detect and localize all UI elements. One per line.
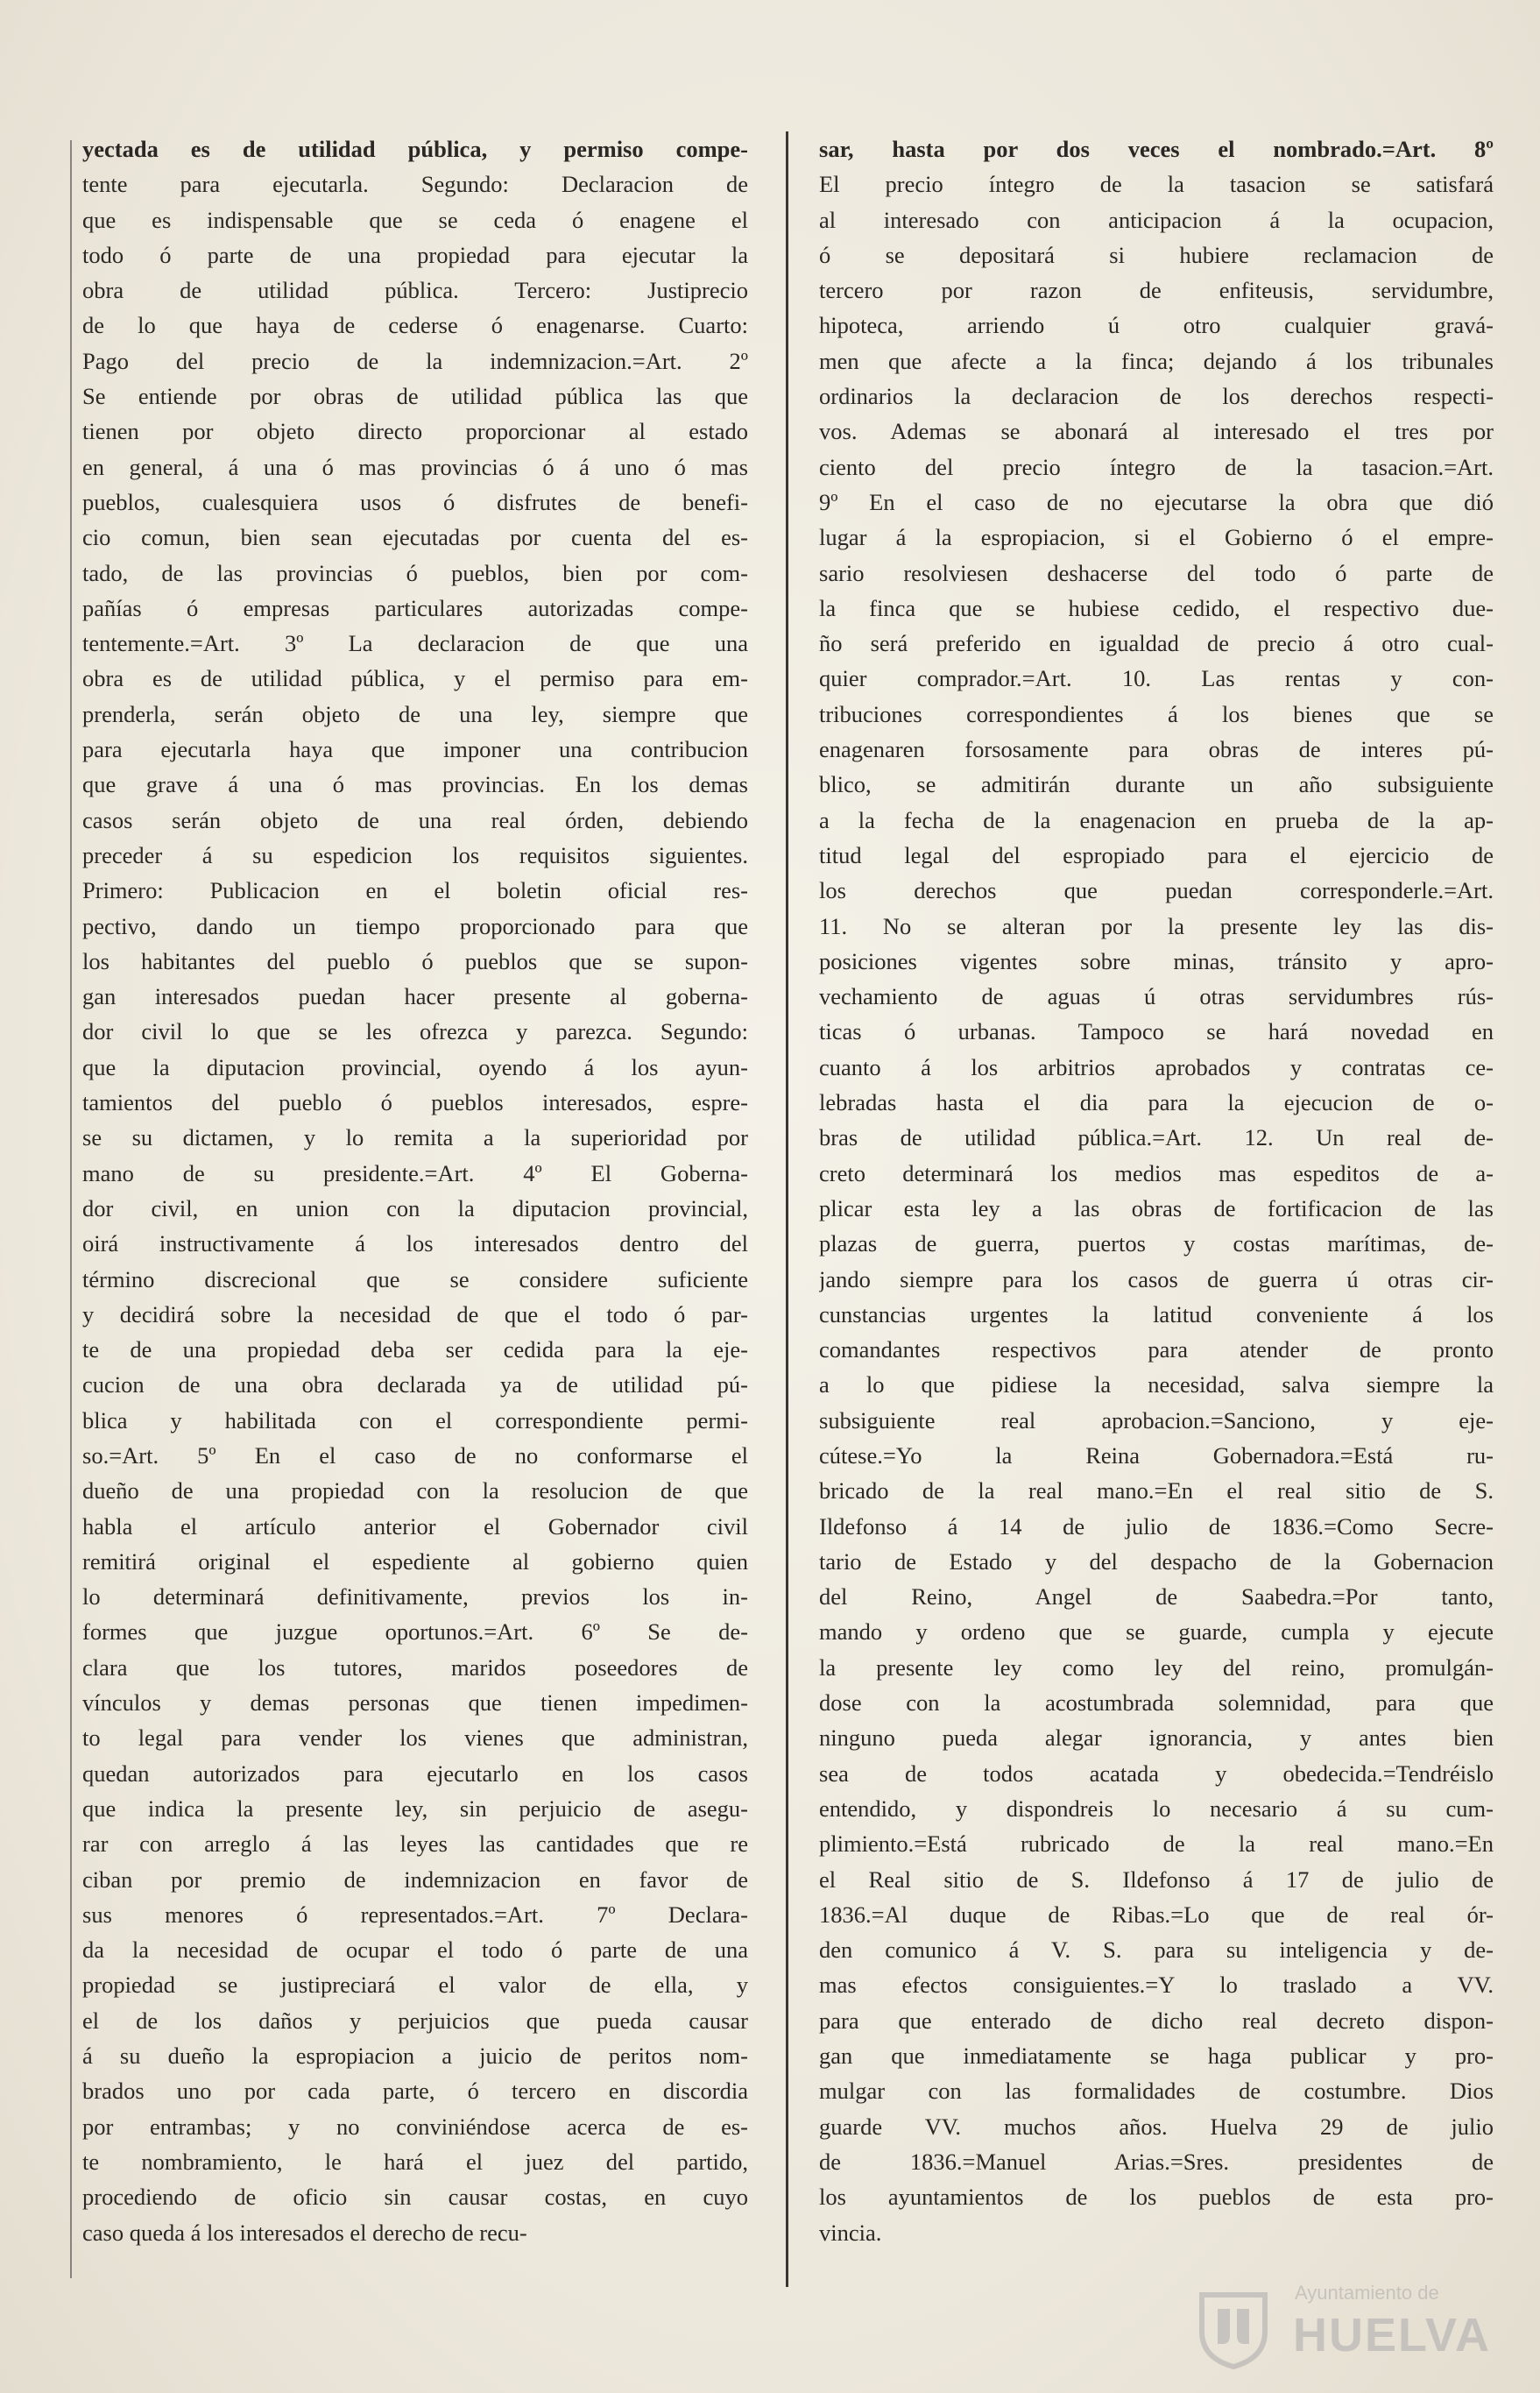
- text-line: preceder á su espedicion los requisitos siguientes.: [82, 841, 748, 868]
- text-line: en general, á una ó mas provincias ó á uno ó mas: [82, 453, 748, 480]
- text-line: tente para ejecutarla. Segundo: Declaracion de: [82, 171, 748, 198]
- text-line: blico, se admitirán durante un año subsiguiente: [819, 771, 1494, 798]
- text-line: que es indispensable que se ceda ó enagene el: [82, 206, 748, 233]
- text-line: de 1836.=Manuel Arias.=Sres. presidentes de: [819, 2148, 1494, 2175]
- text-line: y decidirá sobre la necesidad de que el todo ó par-: [82, 1300, 748, 1327]
- text-line: posiciones vigentes sobre minas, tránsito y apro-: [819, 947, 1494, 974]
- text-line: te de una propiedad deba ser cedida para la eje-: [82, 1336, 748, 1363]
- text-line: ó se depositará si hubiere reclamacion de: [819, 241, 1494, 268]
- text-line: te nombramiento, le hará el juez del partido,: [82, 2148, 748, 2175]
- text-line: vincia.: [819, 2219, 882, 2246]
- text-line: 11. No se alteran por la presente ley las dis-: [819, 912, 1494, 939]
- text-line: tribuciones correspondientes á los bienes que se: [819, 700, 1494, 727]
- text-line: El precio íntegro de la tasacion se satisfará: [819, 171, 1494, 198]
- text-line: el de los daños y perjuicios que pueda causar: [82, 2007, 748, 2034]
- text-line: creto determinará los medios mas espeditos de a-: [819, 1159, 1494, 1186]
- text-line: hipoteca, arriendo ú otro cualquier gravá-: [819, 312, 1494, 339]
- text-line: cunstancias urgentes la latitud conveniente á los: [819, 1300, 1494, 1327]
- text-line: ninguno pueda alegar ignorancia, y antes bien: [819, 1724, 1494, 1752]
- text-line: blica y habilitada con el correspondiente permi-: [82, 1406, 748, 1434]
- text-line: para ejecutarla haya que imponer una contribucion: [82, 736, 748, 763]
- text-line: tario de Estado y del despacho de la Gobernacion: [819, 1547, 1494, 1575]
- text-line: obra de utilidad pública. Tercero: Justiprecio: [82, 277, 748, 304]
- text-line: da la necesidad de ocupar el todo ó parte de una: [82, 1936, 748, 1964]
- text-line: den comunico á V. S. para su inteligencia y de-: [819, 1936, 1494, 1964]
- text-line: gan que inmediatamente se haga publicar y pro-: [819, 2043, 1494, 2070]
- text-line: que grave á una ó mas provincias. En los demas: [82, 771, 748, 798]
- text-line: habla el artículo anterior el Gobernador civil: [82, 1512, 748, 1540]
- text-line: mano de su presidente.=Art. 4º El Goberna-: [82, 1159, 748, 1186]
- text-line: obra es de utilidad pública, y el permiso para em-: [82, 665, 748, 692]
- text-line: Se entiende por obras de utilidad pública las que: [82, 383, 748, 410]
- text-line: brados uno por cada parte, ó tercero en discordia: [82, 2078, 748, 2105]
- text-line: quier comprador.=Art. 10. Las rentas y con-: [819, 665, 1494, 692]
- text-line: remitirá original el espediente al gobierno quien: [82, 1547, 748, 1575]
- text-line: dor civil lo que se les ofrezca y parezca. Segundo:: [82, 1018, 748, 1045]
- text-line: entendido, y dispondreis lo necesario á su cum-: [819, 1795, 1494, 1822]
- text-line: lugar á la espropiacion, si el Gobierno ó el empre-: [819, 524, 1494, 551]
- text-line: procediendo de oficio sin causar costas, en cuyo: [82, 2184, 748, 2211]
- text-line: los derechos que puedan corresponderle.=Art.: [819, 877, 1494, 904]
- text-line: cútese.=Yo la Reina Gobernadora.=Está ru-: [819, 1441, 1494, 1469]
- text-line: enagenaren forsosamente para obras de interes pú-: [819, 736, 1494, 763]
- text-line: subsiguiente real aprobacion.=Sanciono, y eje-: [819, 1406, 1494, 1434]
- text-line: oirá instructivamente á los interesados dentro del: [82, 1230, 748, 1257]
- text-line: prenderla, serán objeto de una ley, siempre que: [82, 700, 748, 727]
- text-line: que la diputacion provincial, oyendo á los ayun-: [82, 1053, 748, 1080]
- text-line: plazas de guerra, puertos y costas marítimas, de-: [819, 1230, 1494, 1257]
- text-line: Pago del precio de la indemnizacion.=Art. 2º: [82, 347, 748, 374]
- text-line: se su dictamen, y lo remita a la superioridad por: [82, 1124, 748, 1151]
- left-column: [82, 131, 748, 2250]
- text-line: todo ó parte de una propiedad para ejecutar la: [82, 241, 748, 268]
- text-line: que indica la presente ley, sin perjuicio de asegu-: [82, 1795, 748, 1822]
- text-line: tercero por razon de enfiteusis, servidumbre,: [819, 277, 1494, 304]
- text-line: 9º En el caso de no ejecutarse la obra que dió: [819, 488, 1494, 515]
- text-line: por entrambas; y no conviniéndose acerca de es-: [82, 2113, 748, 2140]
- watermark-city: HUELVA: [1293, 2309, 1491, 2361]
- text-line: lebradas hasta el dia para la ejecucion de o-: [819, 1089, 1494, 1116]
- text-line: vínculos y demas personas que tienen impedimen-: [82, 1689, 748, 1717]
- text-line: a la fecha de la enagenacion en prueba de la ap-: [819, 806, 1494, 833]
- text-line: guarde VV. muchos años. Huelva 29 de julio: [819, 2113, 1494, 2140]
- text-line: clara que los tutores, maridos poseedores de: [82, 1653, 748, 1681]
- text-line: los habitantes del pueblo ó pueblos que se supon-: [82, 947, 748, 974]
- text-line: pañías ó empresas particulares autorizadas compe-: [82, 594, 748, 621]
- text-line: tamientos del pueblo ó pueblos interesados, espre-: [82, 1089, 748, 1116]
- text-line: de lo que haya de cederse ó enagenarse. Cuarto:: [82, 312, 748, 339]
- text-line: gan interesados puedan hacer presente al goberna-: [82, 983, 748, 1010]
- text-line: sario resolviesen deshacerse del todo ó parte de: [819, 559, 1494, 586]
- text-line: ciento del precio íntegro de la tasacion.=Art.: [819, 453, 1494, 480]
- text-line: Ildefonso á 14 de julio de 1836.=Como Secre-: [819, 1512, 1494, 1540]
- text-line: vechamiento de aguas ú otras servidumbres rús-: [819, 983, 1494, 1010]
- text-line: 1836.=Al duque de Ribas.=Lo que de real ór-: [819, 1901, 1494, 1928]
- text-line: propiedad se justipreciará el valor de ella, y: [82, 1972, 748, 1999]
- text-line: tienen por objeto directo proporcionar al estado: [82, 418, 748, 445]
- text-line: bras de utilidad pública.=Art. 12. Un real de-: [819, 1124, 1494, 1151]
- text-line: quedan autorizados para ejecutarlo en los casos: [82, 1759, 748, 1787]
- text-line: la finca que se hubiese cedido, el respectivo due-: [819, 594, 1494, 621]
- text-line: cuanto á los arbitrios aprobados y contratas ce-: [819, 1053, 1494, 1080]
- text-line: men que afecte a la finca; dejando á los tribunales: [819, 347, 1494, 374]
- text-line: los ayuntamientos de los pueblos de esta pro-: [819, 2184, 1494, 2211]
- city-seal-icon: [1190, 2283, 1277, 2370]
- text-line: bricado de la real mano.=En el real sitio de S.: [819, 1477, 1494, 1504]
- text-line: sea de todos acatada y obedecida.=Tendréislo: [819, 1759, 1494, 1787]
- text-line: dor civil, en union con la diputacion provincial,: [82, 1194, 748, 1221]
- text-line: á su dueño la espropiacion a juicio de peritos nom-: [82, 2043, 748, 2070]
- text-line: rar con arreglo á las leyes las cantidades que re: [82, 1830, 748, 1858]
- archive-watermark-logo: [1190, 2278, 1491, 2375]
- text-line: plimiento.=Está rubricado de la real mano.=En: [819, 1830, 1494, 1858]
- text-line: so.=Art. 5º En el caso de no conformarse el: [82, 1441, 748, 1469]
- text-line: al interesado con anticipacion á la ocupacion,: [819, 206, 1494, 233]
- text-line: ordinarios la declaracion de los derechos respecti-: [819, 383, 1494, 410]
- text-line: vos. Ademas se abonará al interesado el tres por: [819, 418, 1494, 445]
- text-line: formes que juzgue oportunos.=Art. 6º Se de-: [82, 1618, 748, 1646]
- text-line: ciban por premio de indemnizacion en favor de: [82, 1866, 748, 1893]
- text-line: ño será preferido en igualdad de precio á otro cual-: [819, 630, 1494, 657]
- text-line: yectada es de utilidad pública, y permiso compe-: [82, 136, 748, 162]
- text-line: dose con la acostumbrada solemnidad, para que: [819, 1689, 1494, 1717]
- text-line: mas efectos consiguientes.=Y lo traslado a VV.: [819, 1972, 1494, 1999]
- text-line: cio comun, bien sean ejecutadas por cuenta del es-: [82, 524, 748, 551]
- text-line: del Reino, Angel de Saabedra.=Por tanto,: [819, 1583, 1494, 1611]
- text-line: to legal para vender los vienes que administran,: [82, 1724, 748, 1752]
- text-line: a lo que pidiese la necesidad, salva siempre la: [819, 1371, 1494, 1398]
- text-line: tado, de las provincias ó pueblos, bien por com-: [82, 559, 748, 586]
- text-line: pectivo, dando un tiempo proporcionado para que: [82, 912, 748, 939]
- text-line: caso queda á los interesados el derecho de recu-: [82, 2219, 527, 2246]
- left-margin-rule: [70, 140, 72, 2278]
- watermark-name: Ayuntamiento de: [1295, 2282, 1439, 2304]
- text-line: mando y ordeno que se guarde, cumpla y ejecute: [819, 1618, 1494, 1646]
- text-line: casos serán objeto de una real órden, debiendo: [82, 806, 748, 833]
- right-column: [819, 131, 1494, 2250]
- text-line: lo determinará definitivamente, previos los in-: [82, 1583, 748, 1611]
- text-line: cucion de una obra declarada ya de utilidad pú-: [82, 1371, 748, 1398]
- text-line: pueblos, cualesquiera usos ó disfrutes de benefi-: [82, 488, 748, 515]
- text-line: ticas ó urbanas. Tampoco se hará novedad en: [819, 1018, 1494, 1045]
- text-line: jando siempre para los casos de guerra ú otras cir-: [819, 1265, 1494, 1292]
- text-line: término discrecional que se considere suficiente: [82, 1265, 748, 1292]
- text-line: Primero: Publicacion en el boletin oficial res-: [82, 877, 748, 904]
- text-line: la presente ley como ley del reino, promulgán-: [819, 1653, 1494, 1681]
- column-divider: [786, 131, 788, 2287]
- text-line: titud legal del espropiado para el ejercicio de: [819, 841, 1494, 868]
- text-line: dueño de una propiedad con la resolucion de que: [82, 1477, 748, 1504]
- text-line: comandantes respectivos para atender de pronto: [819, 1336, 1494, 1363]
- text-line: plicar esta ley a las obras de fortificacion de las: [819, 1194, 1494, 1221]
- text-line: sus menores ó representados.=Art. 7º Declara-: [82, 1901, 748, 1928]
- text-line: sar, hasta por dos veces el nombrado.=Art. 8º: [819, 136, 1494, 162]
- text-line: el Real sitio de S. Ildefonso á 17 de julio de: [819, 1866, 1494, 1893]
- text-line: mulgar con las formalidades de costumbre. Dios: [819, 2078, 1494, 2105]
- text-line: tentemente.=Art. 3º La declaracion de que una: [82, 630, 748, 657]
- text-line: para que enterado de dicho real decreto dispon-: [819, 2007, 1494, 2034]
